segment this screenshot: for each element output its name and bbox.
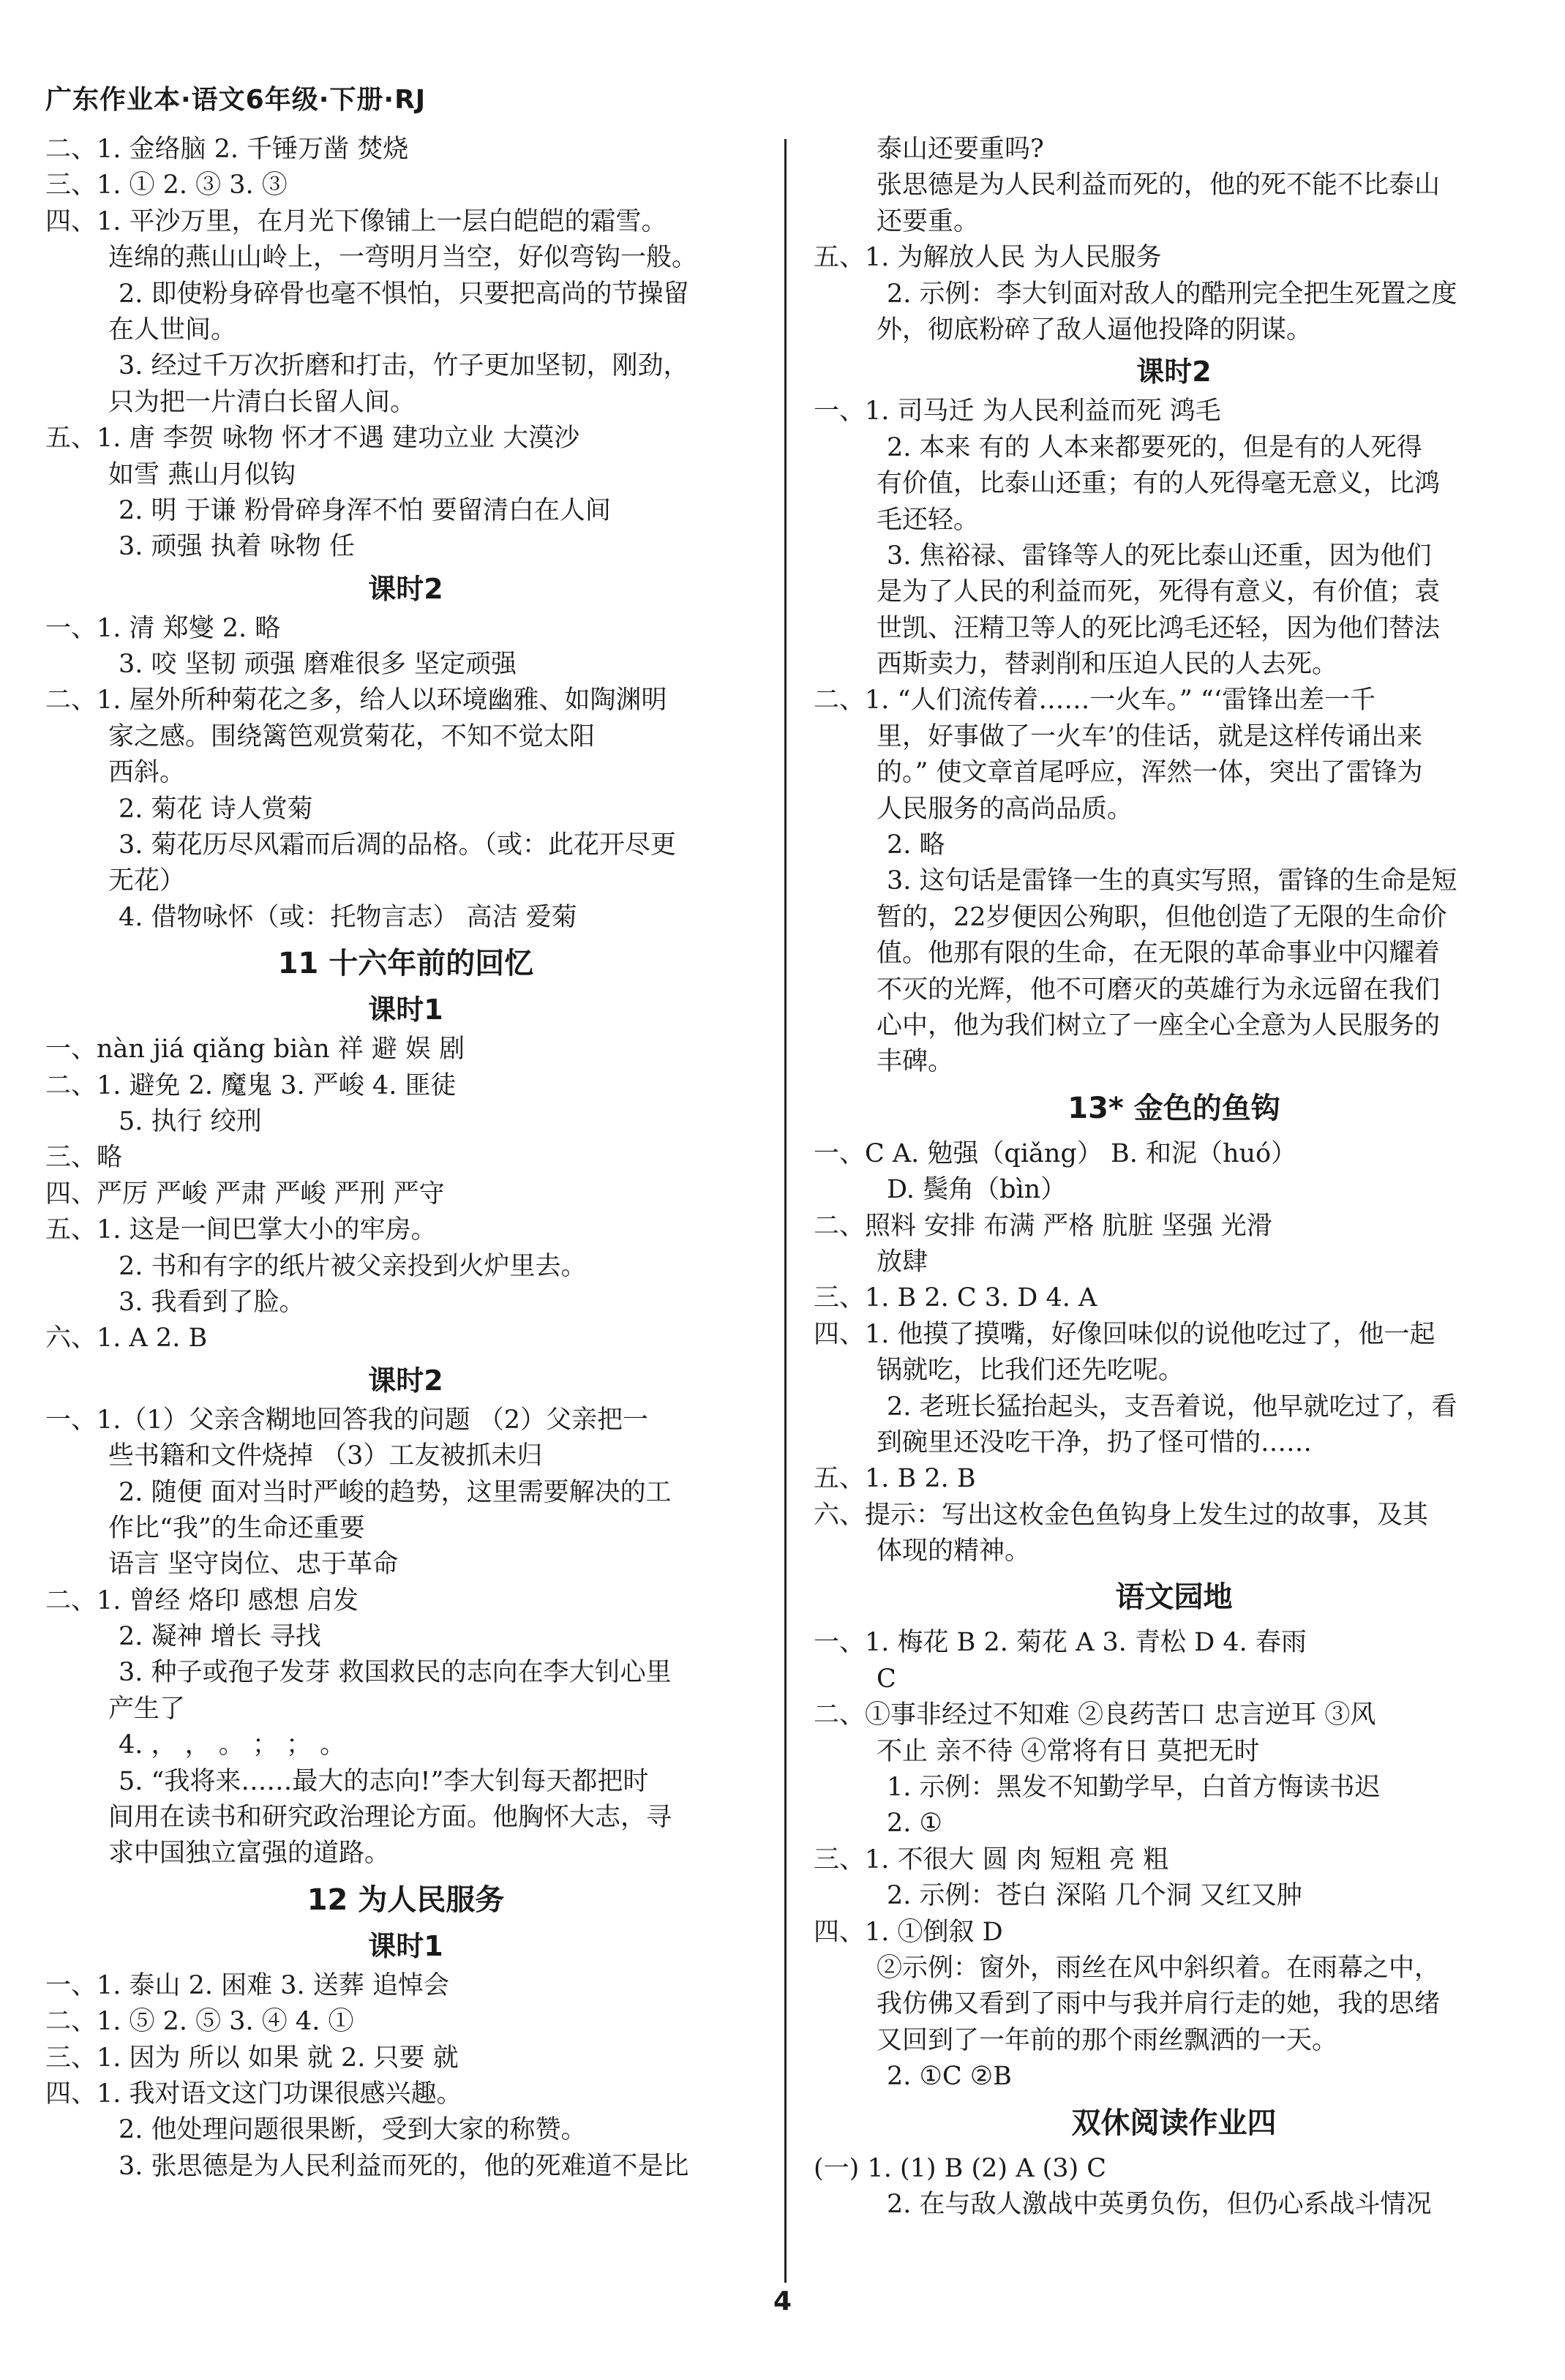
lesson-title: 双休阅读作业四: [1071, 2106, 1277, 2140]
answer-line: 2. 示例：苍白 深陷 几个洞 又红又肿: [887, 1881, 1302, 1911]
answer-line: 世凯、汪精卫等人的死比鸿毛还轻，因为他们替法: [877, 613, 1441, 643]
answer-line: 五、1. 为解放人民 为人民服务: [814, 243, 1162, 273]
answer-line: 3. 张思德是为人民利益而死的，他的死难道不是比: [119, 2151, 689, 2181]
answer-line: 二、1. ⑤ 2. ⑤ 3. ④ 4. ①: [45, 2007, 354, 2037]
answer-line: 泰山还要重吗?: [877, 135, 1044, 164]
answer-line: 五、1. 唐 李贺 咏物 怀才不遇 建功立业 大漠沙: [45, 424, 580, 454]
answer-line: 2. 略: [887, 830, 945, 860]
answer-line: 些书籍和文件烧掉 （3）工友被抓未归: [108, 1441, 543, 1471]
answer-line: 3. 焦裕禄、雷锋等人的死比泰山还重，因为他们: [887, 541, 1432, 571]
answer-line: 五、1. 这是一间巴掌大小的牢房。: [45, 1215, 437, 1245]
answer-line: 2. 即使粉身碎骨也毫不惧怕，只要把高尚的节操留: [119, 279, 689, 309]
answer-line: 3. 经过千万次折磨和打击，竹子更加坚韧，刚劲，: [119, 351, 689, 381]
answer-line: 还要重。: [877, 206, 980, 236]
answer-line: 丰碑。: [877, 1047, 954, 1077]
answer-line: 2. 在与敌人激战中英勇负伤，但仍心系战斗情况: [887, 2189, 1432, 2219]
answer-line: 心中，他为我们树立了一座全心全意为人民服务的: [877, 1010, 1441, 1040]
section-heading: 课时2: [368, 1364, 443, 1397]
answer-line: 产生了: [108, 1694, 186, 1724]
answer-line: 锅就吃，比我们还先吃呢。: [877, 1356, 1185, 1386]
answer-line: 2. 本来 有的 人本来都要死的，但是有的人死得: [887, 432, 1422, 462]
answer-line: 一、1. 清 郑燮 2. 略: [45, 613, 281, 643]
answer-line: 西斜。: [108, 758, 186, 788]
answer-line: 到碗里还没吃干净，扔了怪可惜的……: [877, 1427, 1313, 1457]
answer-line: 5. “我将来……最大的志向!”李大钊每天都把时: [119, 1766, 649, 1796]
answer-line: 六、提示：写出这枚金色鱼钩身上发生过的故事，及其: [814, 1500, 1429, 1530]
answer-line: 一、1. 司马迁 为人民利益而死 鸿毛: [814, 397, 1221, 427]
answer-line: 求中国独立富强的道路。: [108, 1839, 391, 1869]
answer-line: 六、1. A 2. B: [45, 1324, 208, 1354]
answer-line: 2. 书和有字的纸片被父亲投到火炉里去。: [119, 1251, 587, 1281]
answer-line: 2. 他处理问题很果断，受到大家的称赞。: [119, 2115, 587, 2145]
answer-line: 人民服务的高尚品质。: [877, 794, 1133, 824]
answer-line: 只为把一片清白长留人间。: [108, 387, 416, 417]
answer-line: 四、严厉 严峻 严肃 严峻 严刑 严守: [45, 1179, 445, 1209]
answer-line: 3. 咬 坚韧 顽强 磨难很多 坚定顽强: [119, 650, 517, 680]
answer-line: 一、1. 梅花 B 2. 菊花 A 3. 青松 D 4. 春雨: [814, 1628, 1307, 1658]
lesson-title: 11 十六年前的回忆: [277, 947, 534, 981]
answer-line: 体现的精神。: [877, 1536, 1031, 1566]
answer-line: 毛还轻。: [877, 505, 980, 535]
answer-line: ②示例：窗外，雨丝在风中斜织着。在雨幕之中，: [877, 1953, 1441, 1983]
answer-line: 三、1. B 2. C 3. D 4. A: [814, 1283, 1097, 1313]
answer-line: 不止 亲不待 ④常将有日 莫把无时: [877, 1736, 1260, 1766]
answer-line: 一、1.（1）父亲含糊地回答我的问题 （2）父亲把一: [45, 1405, 649, 1435]
section-heading: 课时1: [368, 994, 443, 1026]
answer-line: 一、nàn jiá qiǎng biàn 祥 避 娱 剧: [45, 1035, 465, 1065]
answer-line: 西斯卖力，替剥削和压迫人民的人去死。: [877, 650, 1338, 680]
section-heading: 课时1: [368, 1929, 443, 1962]
answer-line: 无花）: [108, 866, 186, 896]
answer-line: 2. ①C ②B: [887, 2062, 1012, 2092]
answer-line: 1. 示例：黑发不知勤学早，白首方悔读书迟: [887, 1773, 1381, 1803]
section-heading: 课时2: [1136, 356, 1212, 388]
answer-line: 如雪 燕山月似钩: [108, 459, 296, 489]
answer-line: 4. ， ， 。 ； ； 。: [119, 1730, 346, 1760]
answer-line: 又回到了一年前的那个雨丝飘洒的一天。: [877, 2025, 1338, 2055]
answer-line: 一、1. 泰山 2. 困难 3. 送葬 追悼会: [45, 1970, 449, 2000]
answer-line: 二、①事非经过不知难 ②良药苦口 忠言逆耳 ③风: [814, 1700, 1376, 1730]
answer-line: D. 鬓角（bìn）: [887, 1175, 1067, 1205]
answer-line: 二、1. 金络脑 2. 千锤万凿 焚烧: [45, 135, 409, 164]
page-number: 4: [773, 2286, 792, 2316]
answer-line: 三、1. 不很大 圆 肉 短粗 亮 粗: [814, 1844, 1169, 1874]
column-divider: [784, 139, 787, 2283]
answer-line: (一) 1. (1) B (2) A (3) C: [814, 2153, 1107, 2183]
answer-line: 3. 菊花历尽风霜而后凋的品格。（或：此花开尽更: [119, 830, 677, 860]
answer-line: 2. 随便 面对当时严峻的趋势，这里需要解决的工: [119, 1477, 672, 1507]
answer-line: 五、1. B 2. B: [814, 1464, 976, 1494]
answer-line: 在人世间。: [108, 315, 237, 345]
answer-line: 值。他那有限的生命，在无限的革命事业中闪耀着: [877, 939, 1441, 969]
answer-line: 外，彻底粉碎了敌人逼他投降的阴谋。: [877, 315, 1313, 345]
answer-line: 二、1. 屋外所种菊花之多，给人以环境幽雅、如陶渊明: [45, 686, 667, 716]
answer-line: 二、照料 安排 布满 严格 肮脏 坚强 光滑: [814, 1211, 1272, 1241]
answer-line: 四、1. 平沙万里，在月光下像铺上一层白皑皑的霜雪。: [45, 206, 667, 236]
answer-line: 四、1. 我对语文这门功课很感兴趣。: [45, 2079, 462, 2109]
answer-line: 作比“我”的生命还重要: [108, 1513, 365, 1543]
answer-line: 二、1. 避免 2. 魔鬼 3. 严峻 4. 匪徒: [45, 1070, 457, 1100]
answer-line: C: [877, 1664, 896, 1694]
lesson-title: 13* 金色的鱼钩: [1067, 1091, 1280, 1125]
answer-line: 家之感。围绕篱笆观赏菊花，不知不觉太阳: [108, 721, 596, 751]
answer-line: 是为了人民的利益而死，死得有意义，有价值；袁: [877, 577, 1441, 607]
answer-line: 2. 凝神 增长 寻找: [119, 1622, 321, 1652]
answer-line: 三、1. 因为 所以 如果 就 2. 只要 就: [45, 2043, 459, 2073]
answer-line: 三、1. ① 2. ③ 3. ③: [45, 170, 288, 200]
answer-line: 3. 这句话是雷锋一生的真实写照，雷锋的生命是短: [887, 866, 1457, 896]
answer-line: 3. 种子或孢子发芽 救国救民的志向在李大钊心里: [119, 1658, 672, 1688]
answer-line: 2. 老班长猛抬起头，支吾着说，他早就吃过了，看: [887, 1392, 1457, 1422]
answer-line: 二、1. 曾经 烙印 感想 启发: [45, 1585, 359, 1615]
answer-line: 我仿佛又看到了雨中与我并肩行走的她，我的思绪: [877, 1989, 1441, 2019]
answer-line: 放肆: [877, 1247, 928, 1277]
left-column: [45, 132, 766, 2185]
answer-line: 4. 借物咏怀（或：托物言志） 高洁 爱菊: [119, 902, 577, 932]
answer-line: 2. 示例：李大钊面对敌人的酷刑完全把生死置之度: [887, 279, 1457, 309]
lesson-title: 12 为人民服务: [307, 1882, 505, 1917]
answer-line: 里，好事做了一火车’的佳话，就是这样传诵出来: [877, 721, 1423, 751]
section-heading: 课时2: [368, 572, 443, 605]
answer-line: 四、1. 他摸了摸嘴，好像回味似的说他吃过了，他一起: [814, 1319, 1435, 1349]
lesson-title: 语文园地: [1115, 1580, 1233, 1615]
right-column: [814, 132, 1534, 2223]
answer-line: 的。” 使文章首尾呼应，浑然一体，突出了雷锋为: [877, 758, 1423, 788]
answer-line: 不灭的光辉，他不可磨灭的英雄行为永远留在我们: [877, 975, 1441, 1005]
book-header: 广东作业本·语文6年级·下册·RJ: [45, 85, 427, 115]
answer-line: 2. ①: [887, 1809, 942, 1839]
answer-line: 四、1. ①倒叙 D: [814, 1917, 1003, 1947]
answer-line: 暂的，22岁便因公殉职，但他创造了无限的生命价: [877, 902, 1447, 932]
answer-line: 3. 顽强 执着 咏物 任: [119, 532, 355, 562]
answer-line: 间用在读书和研究政治理论方面。他胸怀大志，寻: [108, 1803, 672, 1833]
answer-line: 连绵的燕山山岭上，一弯明月当空，好似弯钩一般。: [108, 243, 698, 273]
answer-line: 有价值，比泰山还重；有的人死得毫无意义，比鸿: [877, 469, 1441, 499]
answer-line: 三、略: [45, 1143, 123, 1173]
answer-line: 3. 我看到了脸。: [119, 1287, 305, 1317]
answer-line: 二、1. “人们流传着……一火车。” “‘雷锋出差一千: [814, 686, 1376, 716]
answer-line: 2. 明 于谦 粉骨碎身浑不怕 要留清白在人间: [119, 495, 611, 525]
answer-line: 2. 菊花 诗人赏菊: [119, 794, 313, 824]
answer-line: 语言 坚守岗位、忠于革命: [108, 1550, 399, 1580]
answer-line: 5. 执行 绞刑: [119, 1106, 262, 1136]
answer-line: 张思德是为人民利益而死的，他的死不能不比泰山: [877, 170, 1441, 200]
answer-line: 一、C A. 勉强（qiǎng） B. 和泥（huó）: [814, 1138, 1297, 1168]
